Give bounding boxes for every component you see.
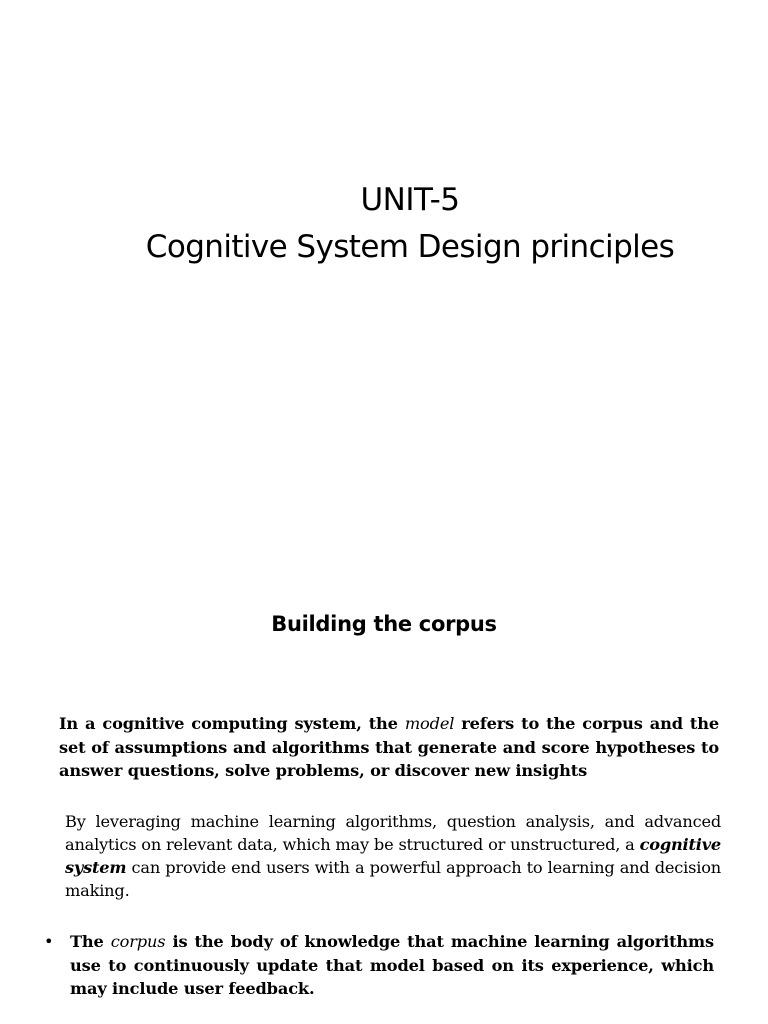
title-block xyxy=(0,178,768,272)
paragraph-text: is the body of knowledge that machine learning algorithms use to continuously update that model based on its experience, which may include user feedback. xyxy=(70,932,714,998)
bullet-text xyxy=(70,930,714,1001)
paragraph-text: In a cognitive computing system, the xyxy=(59,714,405,733)
bullet-list xyxy=(44,930,714,1001)
emphasis-text: cognitive system xyxy=(65,835,721,877)
emphasis-text: corpus xyxy=(110,932,166,951)
section-heading: Building the corpus xyxy=(271,612,497,636)
page-title: Cognitive System Design principles xyxy=(145,229,675,265)
bullet-icon: • xyxy=(44,932,54,951)
unit-title: UNIT-5 xyxy=(360,182,460,218)
list-item xyxy=(44,930,714,1001)
emphasis-text: model xyxy=(404,714,455,733)
paragraph-text: can provide end users with a powerful approach to learning and decision making. xyxy=(65,858,721,900)
paragraph-text: The xyxy=(70,932,111,951)
model-definition-paragraph xyxy=(59,712,719,783)
cognitive-system-paragraph xyxy=(65,810,721,902)
paragraph-text: refers to the corpus and the set of assumptions and algorithms that generate and score hypotheses to answer questions, solve problems, or discover new insights xyxy=(59,714,719,780)
paragraph-text: By leveraging machine learning algorithms, question analysis, and advanced analytics on relevant data, which may be structured or unstructured, a xyxy=(65,812,721,854)
